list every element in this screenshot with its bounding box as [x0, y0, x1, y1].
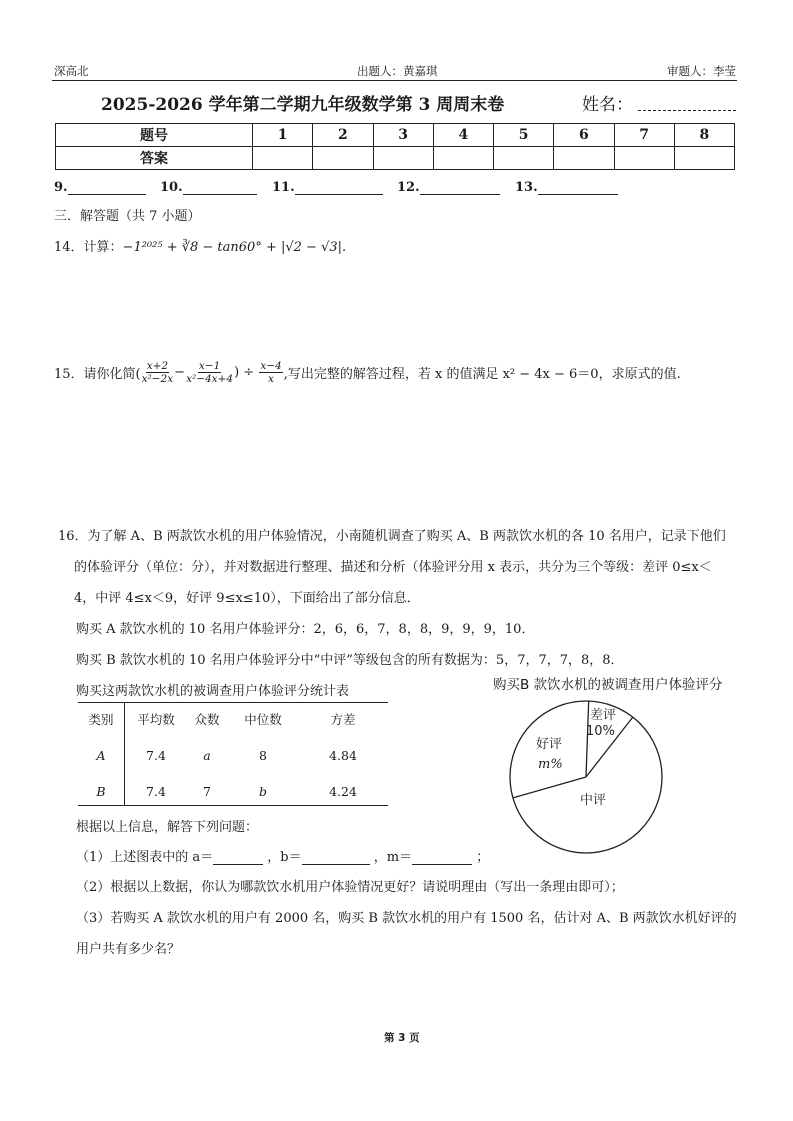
table-cell: 7	[203, 783, 211, 799]
blank-line[interactable]	[183, 194, 257, 195]
table-cell: B	[96, 783, 106, 799]
question-number-cell: 3	[373, 124, 433, 147]
stats-row-b	[78, 773, 386, 809]
author-label: 出题人：黄嘉琪	[357, 64, 438, 78]
question-number-label: 题号	[56, 124, 253, 147]
table-cell: b	[258, 783, 267, 799]
header-rule	[52, 80, 737, 81]
fraction-numerator: x−4	[260, 360, 282, 372]
page-number: 第 3 页	[384, 1032, 420, 1044]
question-14	[54, 236, 346, 255]
blank-number: 9.	[54, 180, 68, 195]
answer-m-blank[interactable]	[412, 864, 472, 865]
pie-value-bad: 10%	[586, 724, 615, 739]
blank-line[interactable]	[420, 194, 500, 195]
blank-number: 12.	[397, 180, 420, 195]
pie-chart	[500, 690, 680, 860]
sub-question-1	[76, 846, 489, 865]
fraction-3	[259, 360, 282, 385]
fraction-denominator: x²−4x+4	[186, 373, 234, 385]
blank-line[interactable]	[295, 194, 383, 195]
header-category: 类别	[88, 712, 114, 727]
question-number-cell: 7	[614, 124, 674, 147]
question-14-prefix: 14．计算：	[54, 240, 123, 255]
question-15-prefix: 15．请你化简(	[54, 367, 141, 382]
section-heading: 三．解答题（共 7 小题）	[54, 209, 201, 224]
blank-13	[515, 180, 618, 195]
answer-cell[interactable]	[554, 147, 614, 170]
stats-table	[78, 701, 386, 809]
name-label: 姓名：	[582, 95, 633, 115]
table-cell: a	[203, 747, 211, 763]
fraction-2	[186, 360, 233, 385]
question-15-suffix: ,写出完整的解答过程，若 x 的值满足 x² − 4x − 6＝0，求原式的值.	[283, 367, 681, 382]
question-number-cell: 6	[554, 124, 614, 147]
table-cell: 7.4	[146, 783, 166, 799]
name-field[interactable]	[638, 110, 736, 111]
pie-divider-line	[513, 777, 586, 798]
answer-b-blank[interactable]	[302, 864, 370, 865]
sub1-m-label: ，m＝	[373, 850, 413, 865]
header-median: 中位数	[244, 712, 282, 727]
pie-chart-title: 购买B 款饮水机的被调查用户体验评分	[493, 677, 723, 693]
question-number-cell: 1	[253, 124, 313, 147]
stats-header-row	[78, 701, 386, 737]
table-cell: 8	[259, 747, 267, 763]
table-cell: 7.4	[146, 747, 166, 763]
answer-cell[interactable]	[614, 147, 674, 170]
answer-label: 答案	[56, 147, 253, 170]
sub-question-2: （2）根据以上数据，你认为哪款饮水机用户体验情况更好？请说明理由（写出一条理由即可）；	[76, 880, 624, 895]
pie-label-mid: 中评	[580, 793, 607, 808]
question-16-line-1: 16．为了解 A、B 两款饮水机的用户体验情况，小南随机调查了购买 A、B 两款饮水机的各 10 名用户，记录下他们	[58, 529, 726, 544]
divide-sign: ) ÷	[234, 365, 259, 380]
blank-11	[272, 180, 383, 195]
answer-cell[interactable]	[494, 147, 554, 170]
sub1-b-label: ，b＝	[267, 850, 302, 865]
pie-divider-line	[586, 701, 589, 777]
question-number-cell: 8	[674, 124, 734, 147]
pie-label-bad: 差评	[590, 708, 617, 723]
blank-10	[160, 180, 257, 195]
blank-12	[397, 180, 500, 195]
question-16-data-b: 购买 B 款饮水机的 10 名用户体验评分中“中评”等级包含的所有数据为：5，7，7，7，8，8．	[76, 653, 624, 668]
pie-value-good: m%	[538, 757, 563, 772]
sub1-end: ；	[476, 850, 490, 865]
answer-cell[interactable]	[674, 147, 734, 170]
school-name: 深高北	[54, 64, 89, 78]
page-title: 2025-2026 学年第二学期九年级数学第 3 周周末卷	[101, 95, 505, 115]
blank-line[interactable]	[538, 194, 618, 195]
instructions: 根据以上信息，解答下列问题：	[76, 820, 259, 835]
sub-question-3-line-2: 用户共有多少名？	[76, 942, 181, 957]
question-16-line-3: 4，中评 4≤x＜9，好评 9≤x≤10），下面给出了部分信息．	[74, 591, 420, 606]
stats-table-title: 购买这两款饮水机的被调查用户体验评分统计表	[76, 684, 350, 699]
blank-line[interactable]	[68, 194, 146, 195]
stats-row-a	[78, 737, 386, 773]
fraction-denominator: x²−2x	[141, 373, 174, 385]
answer-table	[55, 123, 735, 170]
answer-cell[interactable]	[373, 147, 433, 170]
fraction-numerator: x+2	[146, 360, 169, 372]
question-14-expression: −1²⁰²⁵ + ∛8 − tan60° + |√2 − √3|.	[122, 240, 347, 255]
answer-cell[interactable]	[433, 147, 493, 170]
minus-sign: −	[174, 365, 186, 380]
blank-9	[54, 180, 146, 195]
sub-question-3-line-1: （3）若购买 A 款饮水机的用户有 2000 名，购买 B 款饮水机的用户有 1500 名，估计对 A、B 两款饮水机好评的	[76, 911, 737, 926]
fraction-1	[142, 360, 174, 385]
answer-table-row-numbers	[56, 124, 735, 147]
blank-number: 13.	[515, 180, 538, 195]
blank-number: 10.	[160, 180, 183, 195]
blank-number: 11.	[272, 180, 295, 195]
fraction-denominator: x	[268, 373, 274, 385]
reviewer-label: 审题人：李莹	[667, 64, 736, 78]
fraction-numerator: x−1	[198, 360, 221, 372]
table-cell: A	[96, 747, 106, 763]
question-number-cell: 2	[313, 124, 373, 147]
question-16-data-a: 购买 A 款饮水机的 10 名用户体验评分：2，6，6，7，8，8，9，9，9，10．	[76, 622, 535, 637]
header-mode: 众数	[194, 712, 220, 727]
answer-cell[interactable]	[253, 147, 313, 170]
table-cell: 4.24	[329, 783, 357, 799]
question-16-line-2: 的体验评分（单位：分），并对数据进行整理、描述和分析（体验评分用 x 表示，共分为三个等级：差评 0≤x＜	[74, 560, 712, 575]
sub1-a-label: （1）上述图表中的 a＝	[76, 850, 214, 865]
answer-cell[interactable]	[313, 147, 373, 170]
answer-table-row-answers	[56, 147, 735, 170]
table-cell: 4.84	[329, 747, 357, 763]
header-mean: 平均数	[137, 712, 175, 727]
header-variance: 方差	[330, 712, 356, 727]
question-15	[54, 360, 681, 385]
question-number-cell: 4	[433, 124, 493, 147]
answer-a-blank[interactable]	[213, 864, 263, 865]
pie-label-good: 好评	[536, 737, 563, 752]
question-number-cell: 5	[494, 124, 554, 147]
